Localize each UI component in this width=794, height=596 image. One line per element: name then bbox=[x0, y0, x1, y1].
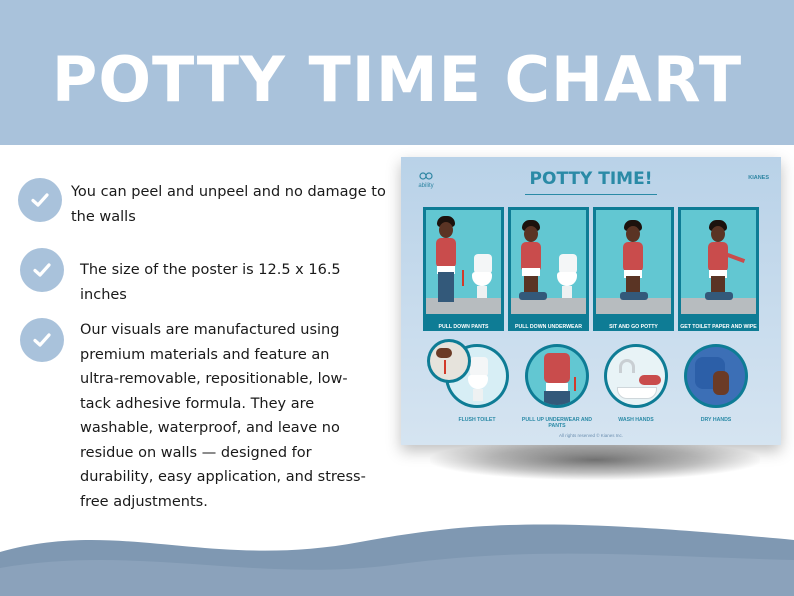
poster-title: POTTY TIME! bbox=[529, 169, 653, 189]
kianes-logo: KIANES bbox=[748, 175, 769, 181]
round-step-pull-up bbox=[525, 344, 589, 408]
round-step-label: FLUSH TOILET bbox=[458, 417, 496, 423]
flush-inset bbox=[427, 339, 471, 383]
title-underline bbox=[525, 194, 657, 195]
feature-text: The size of the poster is 12.5 x 16.5 inches bbox=[80, 262, 341, 303]
page-title: POTTY TIME CHART bbox=[51, 43, 743, 116]
check-icon bbox=[18, 178, 62, 222]
step-label: SIT AND GO POTTY bbox=[609, 324, 658, 330]
feature-text: You can peel and unpeel and no damage to the walls bbox=[71, 184, 386, 225]
poster-shadow bbox=[430, 440, 760, 480]
poster-preview bbox=[401, 157, 781, 445]
title-banner bbox=[0, 0, 794, 145]
step-illustration bbox=[426, 210, 501, 314]
step-illustration bbox=[596, 210, 671, 314]
round-step-label: DRY HANDS bbox=[700, 417, 732, 423]
step-illustration bbox=[681, 210, 756, 314]
poster-footer: All rights reserved © Kianes Inc. bbox=[558, 433, 624, 438]
feature-item-materials bbox=[20, 318, 390, 514]
round-step-dry bbox=[684, 344, 748, 408]
feature-item-peel bbox=[18, 178, 388, 229]
step-illustration bbox=[511, 210, 586, 314]
step-label: PULL DOWN UNDERWEAR bbox=[515, 324, 582, 330]
step-panel bbox=[678, 207, 759, 331]
step-label: GET TOILET PAPER AND WIPE bbox=[680, 324, 757, 330]
step-panel bbox=[508, 207, 589, 331]
step-label: PULL DOWN PANTS bbox=[438, 324, 489, 330]
decorative-wave bbox=[0, 500, 794, 596]
ability-logo-text: ability bbox=[418, 183, 434, 189]
round-step-label: WASH HANDS bbox=[618, 417, 654, 423]
step-panel bbox=[593, 207, 674, 331]
check-icon bbox=[20, 318, 64, 362]
feature-text: Our visuals are manufactured using premium materials and feature an ultra-removable, repositionable, low-tack adhesive formula. They are washable, waterproof, and leave no residue on walls — designed for durability, easy application, and stress-free adjustments. bbox=[80, 322, 366, 510]
step-panel bbox=[423, 207, 504, 331]
check-icon bbox=[20, 248, 64, 292]
round-step-wash bbox=[604, 344, 668, 408]
feature-item-size bbox=[20, 248, 390, 307]
round-step-label: PULL UP UNDERWEAR AND PANTS bbox=[521, 417, 593, 429]
